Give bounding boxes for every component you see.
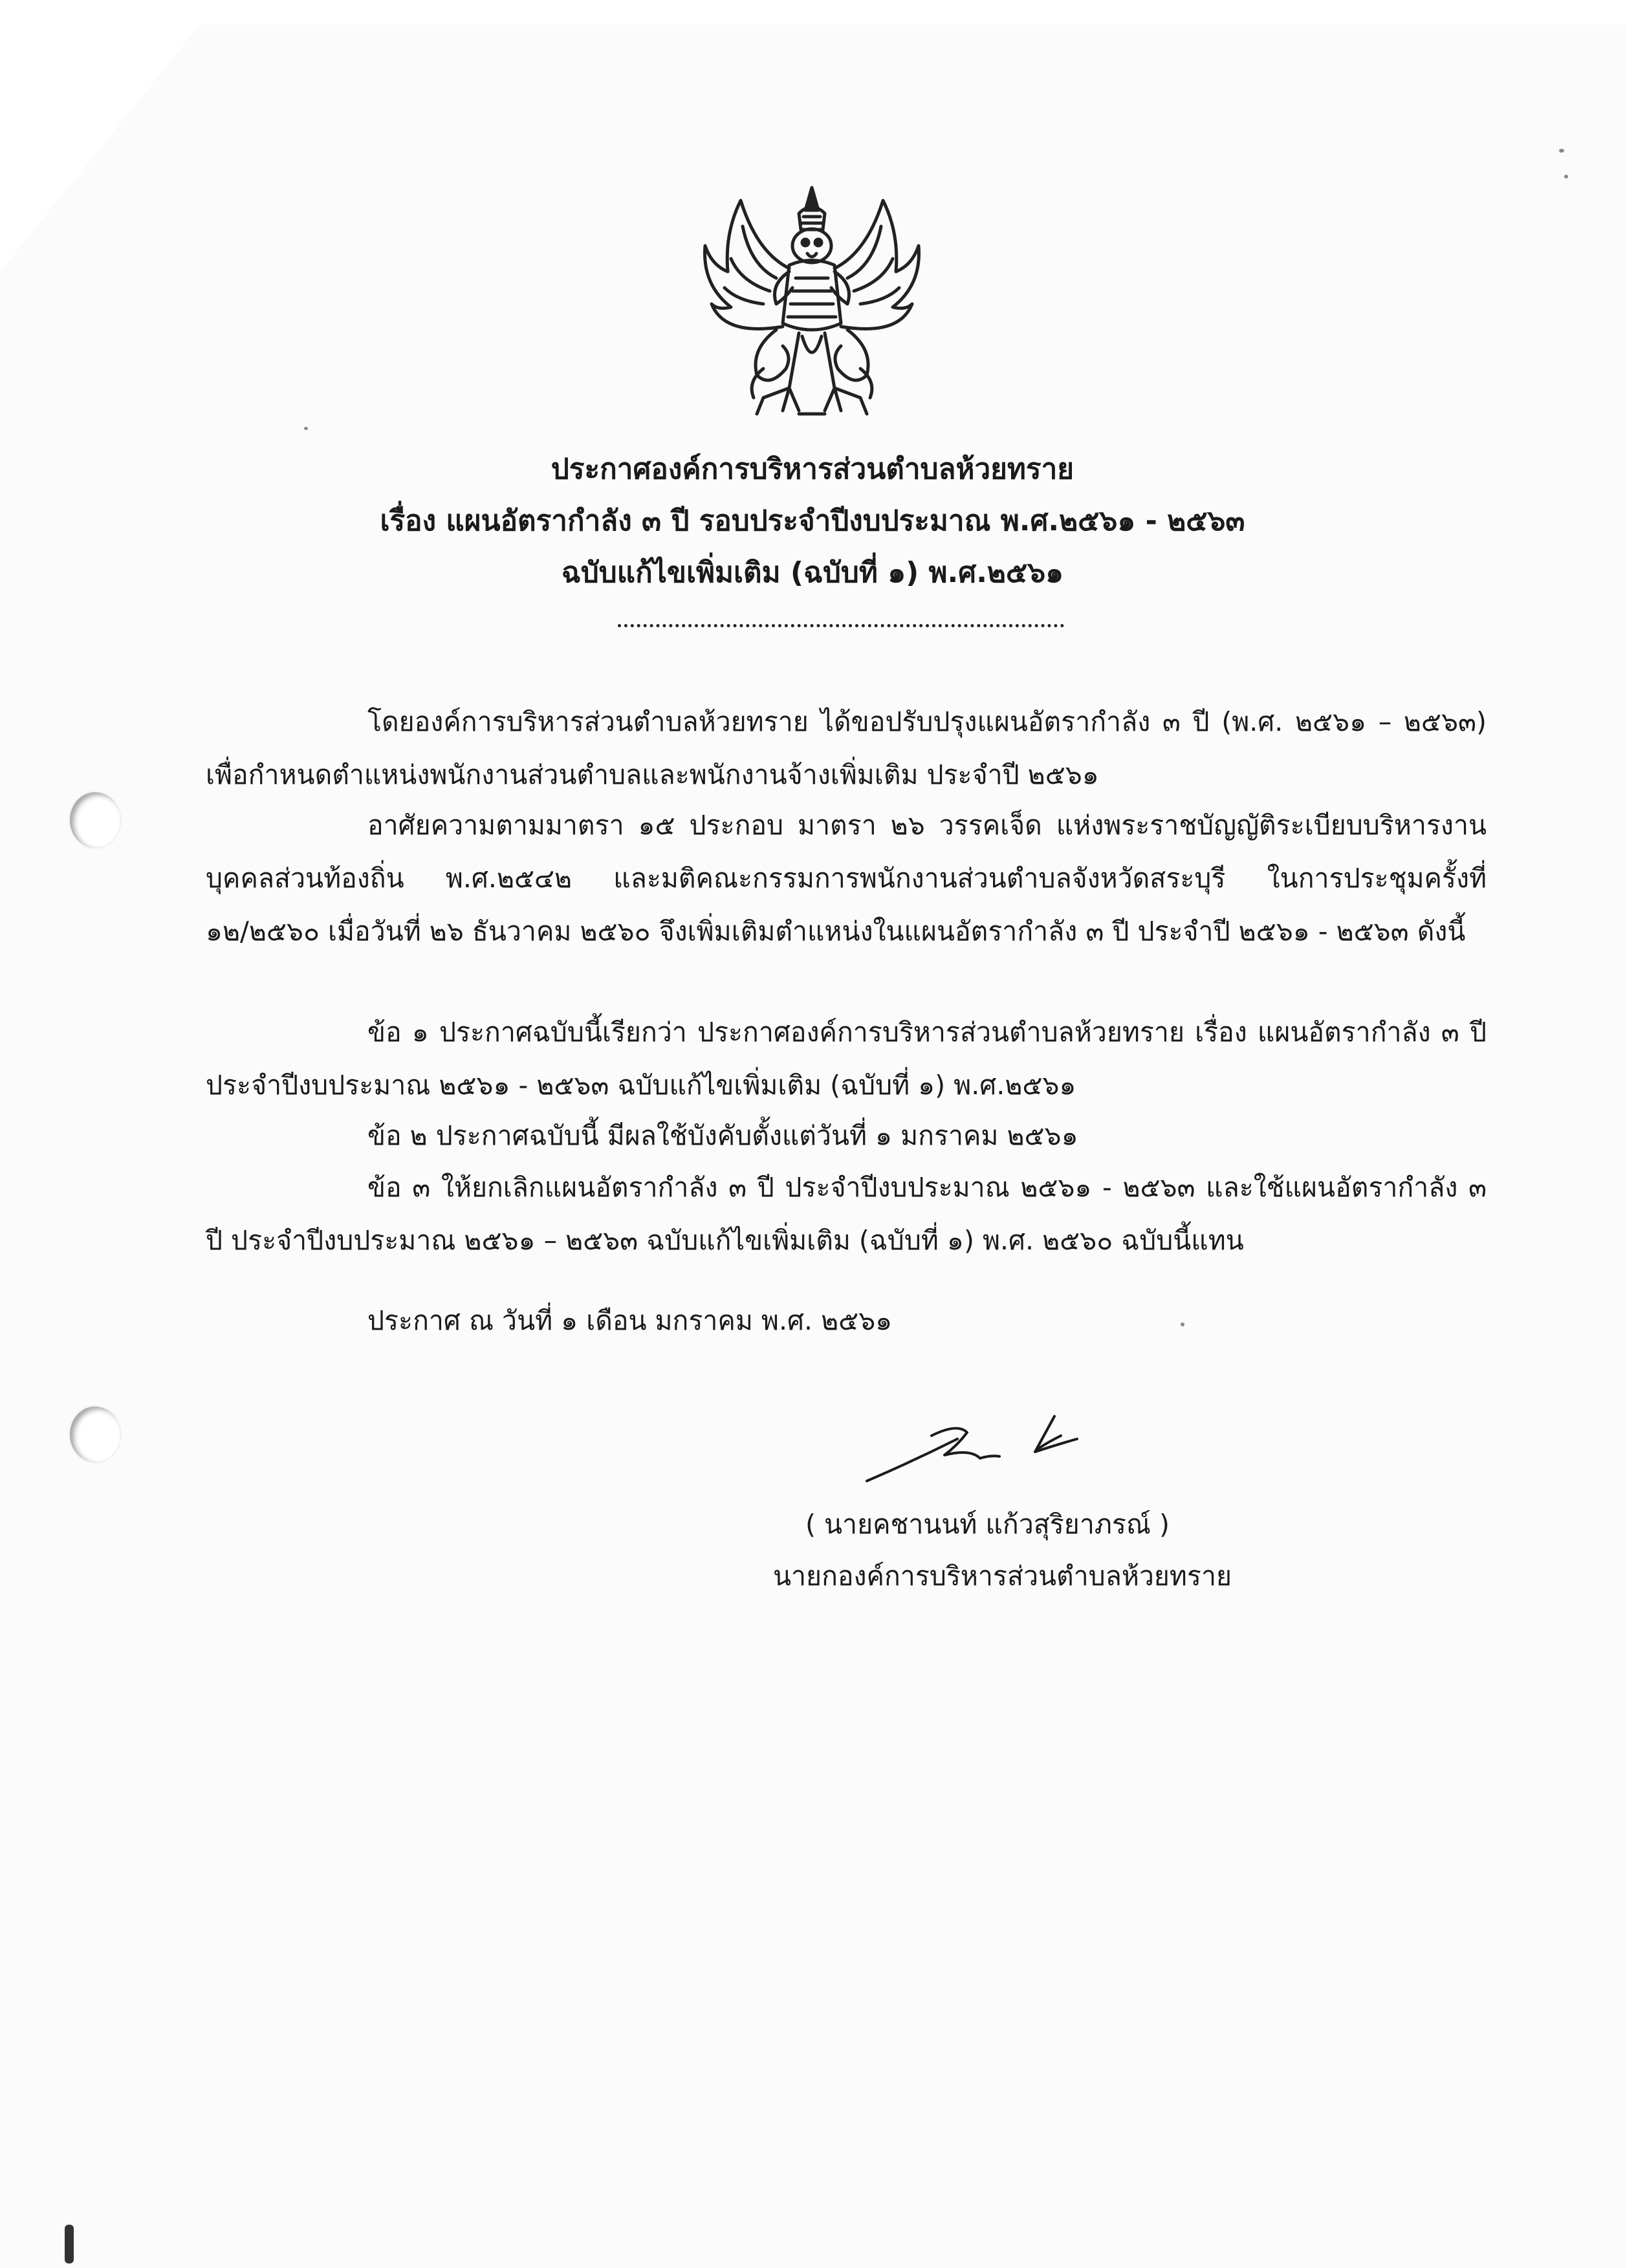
announcement-subject: เรื่อง แผนอัตรากำลัง ๓ ปี รอบประจำปีงบประมาณ พ.ศ.๒๕๖๑ - ๒๕๖๓ [380,504,1245,537]
scan-speck [1181,1323,1184,1326]
signer-position: นายกองค์การบริหารส่วนตำบลห้วยทราย [773,1561,1232,1592]
folded-corner [0,0,220,272]
announce-date: ประกาศ ณ วันที่ ๑ เดือน มกราคม พ.ศ. ๒๕๖๑ [367,1305,893,1336]
garuda-emblem-icon [679,175,944,440]
punch-hole-top [70,792,120,848]
clause-3: ข้อ ๓ ให้ยกเลิกแผนอัตรากำลัง ๓ ปี ประจำปีงบประมาณ ๒๕๖๑ - ๒๕๖๓ และใช้แผนอัตรากำลัง ๓ ปี ประจำปีงบประมาณ ๒๕๖๑ – ๒๕๖๓ ฉบับแก้ไขเพิ่มเติม (ฉบับที่ ๑) พ.ศ. ๒๕๖๐ ฉบับนี้แทน [206,1172,1487,1256]
scan-speck [1564,175,1568,178]
body-paragraph-1: โดยองค์การบริหารส่วนตำบลห้วยทราย ได้ขอปรับปรุงแผนอัตรากำลัง ๓ ปี (พ.ศ. ๒๕๖๑ – ๒๕๖๓) เพื่อกำหนดตำแหน่งพนักงานส่วนตำบลและพนักงานจ้างเพิ่มเติม ประจำปี ๒๕๖๑ [206,706,1487,790]
separator-dotted-line [618,618,1064,627]
body-paragraph-2: อาศัยความตามมาตรา ๑๕ ประกอบ มาตรา ๒๖ วรรคเจ็ด แห่งพระราชบัญญัติระเบียบบริหารงานบุคคลส่วนท้องถิ่น พ.ศ.๒๕๔๒ และมติคณะกรรมการพนักงานส่วนตำบลจังหวัดสระบุรี ในการประชุมครั้งที่ ๑๒/๒๕๖๐ เมื่อวันที่ ๒๖ ธันวาคม ๒๕๖๐ จึงเพิ่มเติมตำแหน่งในแผนอัตรากำลัง ๓ ปี ประจำปี ๒๕๖๑ - ๒๕๖๓ ดังนี้ [206,810,1487,947]
clause-1: ข้อ ๑ ประกาศฉบับนี้เรียกว่า ประกาศองค์การบริหารส่วนตำบลห้วยทราย เรื่อง แผนอัตรากำลัง ๓ ปี ประจำปีงบประมาณ ๒๕๖๑ - ๒๕๖๓ ฉบับแก้ไขเพิ่มเติม (ฉบับที่ ๑) พ.ศ.๒๕๖๑ [206,1017,1487,1101]
scan-speck [1559,149,1564,153]
announcement-edition: ฉบับแก้ไขเพิ่มเติม (ฉบับที่ ๑) พ.ศ.๒๕๖๑ [561,556,1064,589]
handwritten-signature [860,1410,1132,1494]
clause-2: ข้อ ๒ ประกาศฉบับนี้ มีผลใช้บังคับตั้งแต่วันที่ ๑ มกราคม ๒๕๖๑ [367,1120,1078,1151]
scan-mark [65,2225,74,2263]
punch-hole-bottom [70,1407,120,1462]
announcement-title: ประกาศองค์การบริหารส่วนตำบลห้วยทราย [551,453,1074,486]
scan-edge [0,0,1625,25]
signer-name: ( นายคชานนท์ แก้วสุริยาภรณ์ ) [805,1509,1170,1540]
scan-speck [304,427,308,430]
